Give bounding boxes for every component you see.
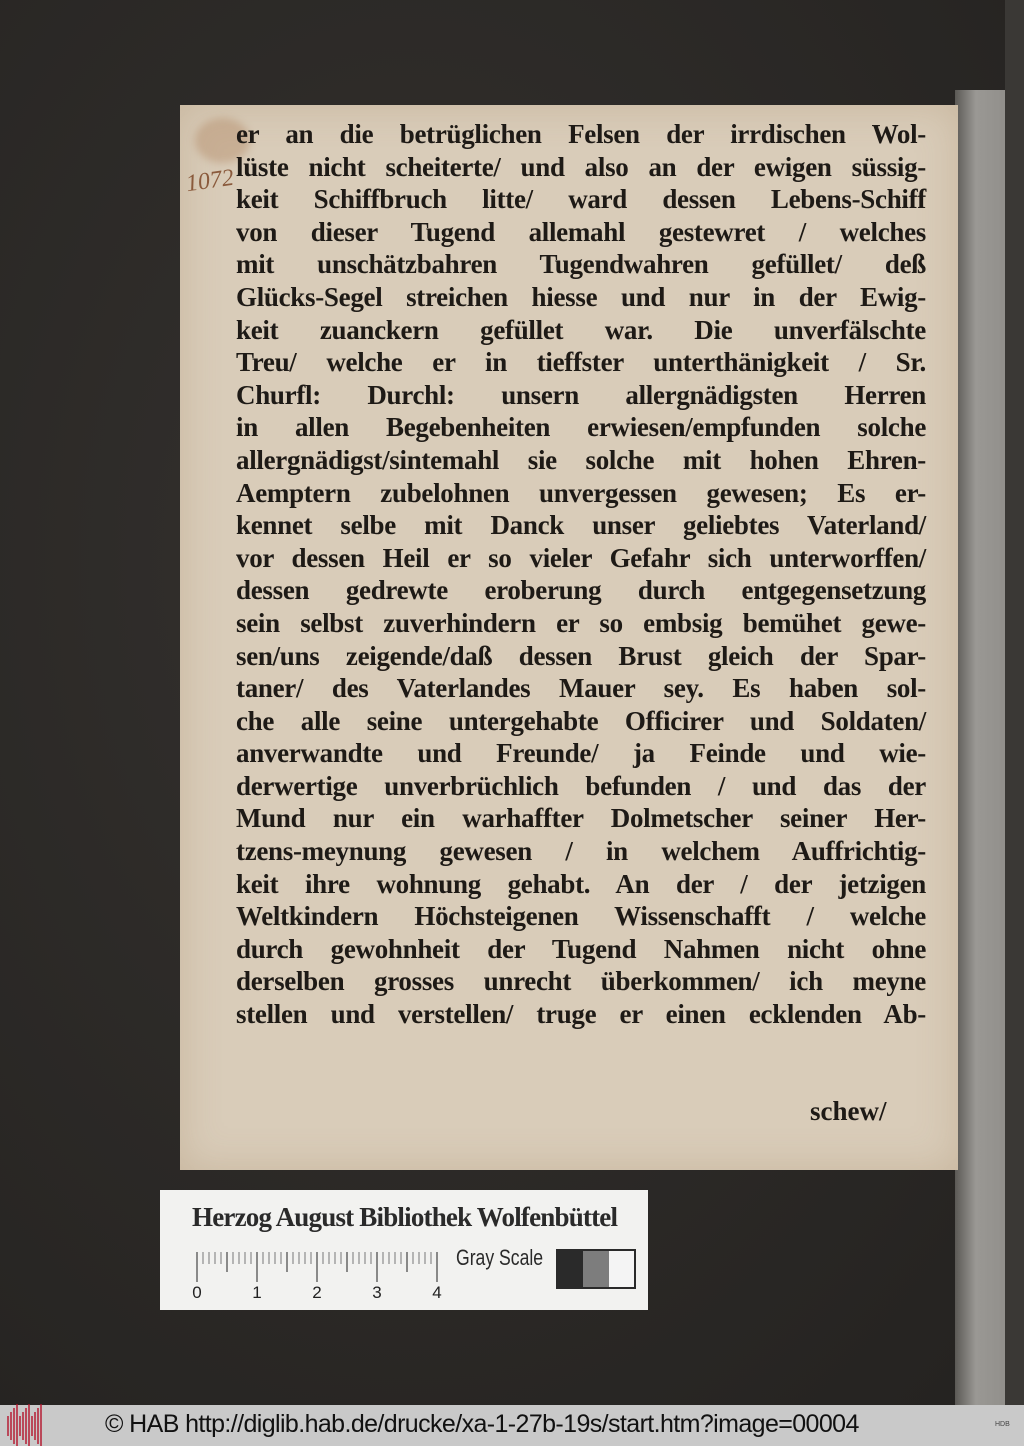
- ruler-label: 2: [312, 1283, 322, 1302]
- catchword: schew/: [810, 1096, 887, 1126]
- text-line: kennet selbe mit Danck unser geliebtes Vaterland/: [236, 510, 926, 541]
- text-line: taner/ des Vaterlandes Mauer sey. Es haben sol-: [236, 673, 926, 704]
- text-line: Aemptern zubelohnen unvergessen gewesen; Es er-: [236, 477, 926, 508]
- text-line: derwertige unverbrüchlich befunden / und das der: [236, 770, 926, 801]
- text-line: allergnädigst/sintemahl sie solche mit hohen Ehren-: [236, 444, 926, 475]
- gray-scale-label: Gray Scale: [456, 1245, 544, 1270]
- text-line: anverwandte und Freunde/ ja Feinde und wie-: [236, 738, 926, 769]
- text-line: keit zuanckern gefüllet war. Die unverfälschte: [236, 314, 926, 345]
- ruler-label: 3: [372, 1283, 382, 1302]
- text-line: sein selbst zuverhindern er so embsig bemühet gewe-: [236, 607, 926, 638]
- gray-scale-swatches: [556, 1249, 636, 1289]
- text-line: stellen und verstellen/ truge er einen ecklenden Ab-: [236, 999, 926, 1030]
- text-line: keit Schiffbruch litte/ ward dessen Lebens-Schiff: [236, 184, 926, 215]
- color-reference-card: [160, 1190, 648, 1310]
- text-line: derselben grosses unrecht überkommen/ ich meyne: [236, 966, 926, 997]
- text-line: er an die betrüglichen Felsen der irrdischen Wol-: [236, 119, 926, 149]
- text-line: Churfl: Durchl: unsern allergnädigsten Herren: [236, 379, 926, 410]
- text-line: in allen Begebenheiten erwiesen/empfunden solche: [236, 412, 926, 443]
- text-line: che alle seine untergehabte Officirer und Soldaten/: [236, 705, 926, 736]
- copyright-url: © HAB http://diglib.hab.de/drucke/xa-1-27b-19s/start.htm?image=00004: [105, 1410, 859, 1438]
- hab-logo-icon: [5, 1408, 45, 1444]
- binding-edge: [1005, 0, 1024, 1405]
- gray-swatch-mid: [583, 1251, 608, 1287]
- text-line: Glücks-Segel streichen hiesse und nur in der Ewig-: [236, 281, 926, 312]
- text-line: von dieser Tugend allemahl gestewret / welches: [236, 216, 926, 247]
- text-line: Weltkindern Höchsteigenen Wissenschafft / welche: [236, 901, 926, 932]
- text-line: vor dessen Heil er so vieler Gefahr sich unterworffen/: [236, 542, 926, 573]
- text-line: Treu/ welche er in tieffster unterthänigkeit / Sr.: [236, 347, 926, 378]
- ruler-label: 0: [192, 1283, 202, 1302]
- footer-mini-label: HDB: [995, 1421, 1010, 1428]
- ruler-label: 1: [252, 1283, 262, 1302]
- text-line: tzens-meynung gewesen / in welchem Auffrichtig-: [236, 836, 926, 867]
- ruler-scale: [192, 1250, 445, 1302]
- handwritten-margin-note: 1072: [184, 164, 236, 198]
- page-text: [236, 118, 926, 1031]
- text-line: sen/uns zeigende/daß dessen Brust gleich der Spar-: [236, 640, 926, 671]
- text-line: Mund nur ein warhaffter Dolmetscher seiner Her-: [236, 803, 926, 834]
- text-line: durch gewohnheit der Tugend Nahmen nicht ohne: [236, 933, 926, 964]
- ruler-label: 4: [432, 1283, 442, 1302]
- text-line: mit unschätzbahren Tugendwahren gefüllet/ deß: [236, 249, 926, 280]
- footer-bar: [0, 1405, 1024, 1446]
- gray-swatch-dark: [558, 1251, 583, 1287]
- library-name: Herzog August Bibliothek Wolfenbüttel: [192, 1202, 618, 1232]
- gray-swatch-light: [609, 1251, 634, 1287]
- text-line: keit ihre wohnung gehabt. An der / der jetzigen: [236, 868, 926, 899]
- text-line: lüste nicht scheiterte/ und also an der ewigen süssig-: [236, 151, 926, 182]
- text-line: dessen gedrewte eroberung durch entgegensetzung: [236, 575, 926, 606]
